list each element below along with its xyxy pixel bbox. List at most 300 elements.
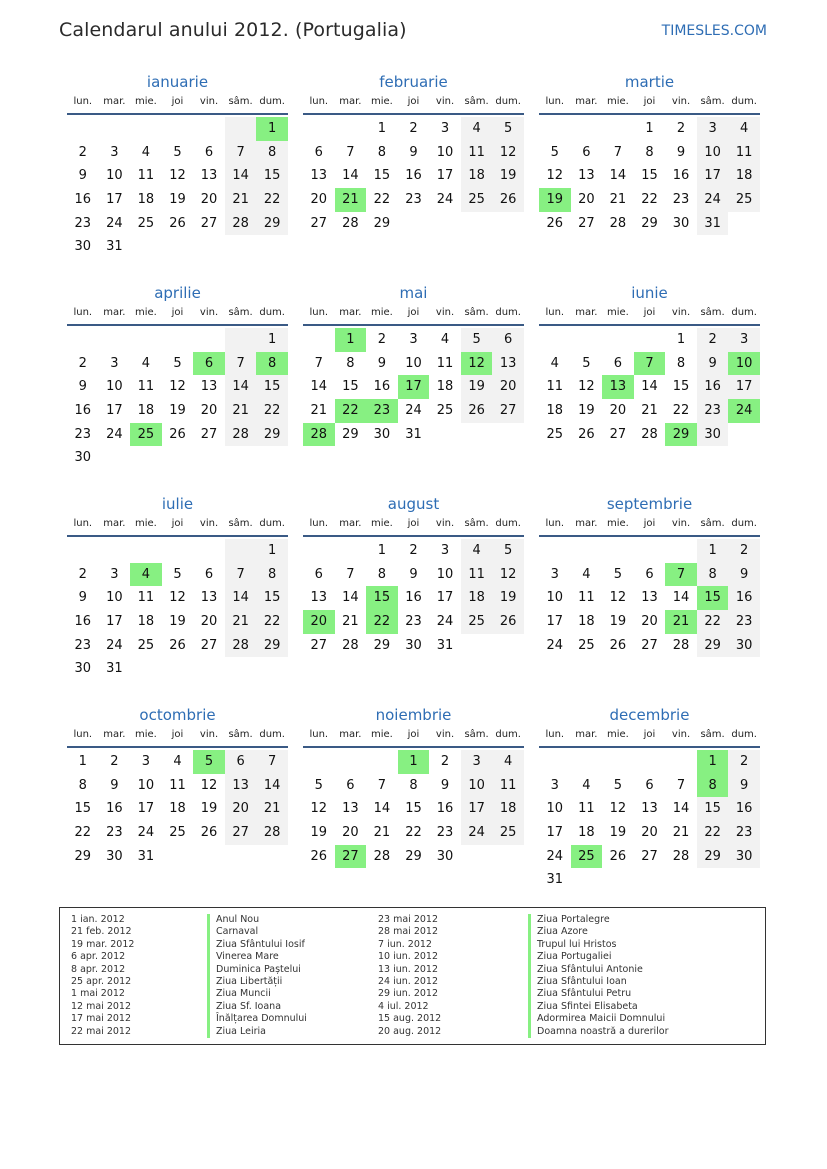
weekday-label: mie.: [606, 96, 629, 107]
day-cell: 12: [169, 590, 186, 606]
day-cell: 20: [609, 403, 627, 419]
week-row: [303, 563, 524, 587]
holiday-day-cell: 1: [697, 750, 729, 774]
day-cell: 24: [546, 848, 564, 864]
day-cell: 28: [342, 637, 359, 653]
site-link[interactable]: TIMESLES.COM: [661, 23, 767, 39]
day-cell: 4: [492, 750, 524, 774]
day-cell: 16: [697, 375, 729, 399]
day-cell: 24: [137, 825, 155, 841]
empty-cell: [634, 868, 666, 892]
day-cell: 6: [346, 777, 355, 793]
day-cell: 11: [137, 379, 155, 395]
day-cell: 22: [256, 188, 288, 212]
day-cell: 23: [74, 215, 92, 231]
day-cell: 30: [436, 848, 454, 864]
day-cell: 12: [310, 801, 328, 817]
day-cell: 28: [609, 215, 627, 231]
month-iunie: [539, 282, 760, 446]
weekday-label: vin.: [435, 307, 455, 318]
day-cell: 15: [405, 801, 422, 817]
day-cell: 28: [672, 637, 690, 653]
week-row: [67, 423, 288, 447]
holiday-name: Duminica Paștelui: [207, 964, 307, 976]
day-cell: 10: [106, 590, 123, 606]
weekday-label: mie.: [134, 307, 157, 318]
week-row: [303, 399, 524, 423]
day-cell: 1: [256, 328, 288, 352]
day-cell: 28: [225, 212, 257, 236]
weekday-label: lun.: [73, 96, 93, 107]
day-cell: 28: [225, 634, 257, 658]
empty-cell: [429, 212, 461, 236]
weekday-label: vin.: [671, 307, 691, 318]
day-cell: 5: [492, 117, 524, 141]
empty-cell: [303, 750, 335, 774]
holiday-date: 28 mai 2012: [378, 926, 439, 938]
weekday-label: sâm.: [700, 96, 725, 107]
weekday-label: dum.: [259, 729, 285, 740]
day-cell: 21: [342, 614, 359, 630]
day-cell: 2: [409, 543, 418, 558]
day-cell: 14: [225, 375, 257, 399]
holiday-date: 12 mai 2012: [71, 1000, 132, 1012]
holiday-day-cell: 15: [366, 586, 398, 610]
day-cell: 18: [169, 801, 186, 817]
holiday-date: 29 iun. 2012: [378, 988, 439, 1000]
weekday-header: [303, 515, 524, 537]
day-cell: 16: [436, 801, 454, 817]
week-row: [67, 750, 288, 774]
weekday-label: lun.: [73, 518, 93, 529]
month-name: iunie: [631, 284, 668, 302]
day-cell: 30: [106, 848, 123, 864]
day-cell: 20: [200, 403, 218, 419]
empty-cell: [193, 539, 225, 563]
day-cell: 22: [697, 821, 729, 845]
day-cell: 10: [546, 590, 564, 606]
week-row: [67, 117, 288, 141]
week-row: [539, 634, 760, 658]
day-cell: 30: [373, 426, 391, 442]
day-cell: 16: [672, 168, 690, 184]
holiday-day-cell: 5: [193, 750, 225, 774]
weekday-label: dum.: [495, 96, 521, 107]
day-cell: 4: [582, 566, 591, 582]
day-cell: 7: [377, 777, 387, 793]
month-martie: [539, 71, 760, 235]
weekday-label: lun.: [309, 307, 329, 318]
day-cell: 3: [550, 777, 559, 793]
day-cell: 24: [106, 637, 123, 653]
empty-cell: [571, 750, 603, 774]
day-cell: 19: [609, 614, 627, 630]
week-row: [539, 563, 760, 587]
empty-cell: [571, 117, 603, 141]
week-row: [539, 375, 760, 399]
day-cell: 3: [110, 566, 119, 582]
week-row: [303, 117, 524, 141]
day-cell: 2: [78, 144, 87, 160]
weekday-label: sâm.: [228, 729, 253, 740]
weekday-label: lun.: [545, 729, 565, 740]
weekday-label: joi: [171, 96, 184, 107]
day-cell: 29: [405, 848, 422, 864]
weekday-label: joi: [171, 307, 184, 318]
weekday-label: mar.: [575, 96, 598, 107]
day-cell: 4: [173, 754, 182, 769]
month-noiembrie: [303, 704, 524, 868]
weekday-label: sâm.: [700, 307, 725, 318]
day-cell: 16: [405, 168, 422, 184]
day-cell: 3: [697, 117, 729, 141]
holiday-name: Ziua Sfântului Antonie: [528, 964, 668, 976]
day-cell: 9: [409, 144, 418, 160]
week-row: [67, 774, 288, 798]
day-cell: 23: [405, 192, 422, 208]
day-cell: 14: [342, 590, 359, 606]
empty-cell: [728, 868, 760, 892]
day-cell: 24: [461, 821, 493, 845]
day-cell: 2: [78, 566, 87, 582]
empty-cell: [492, 634, 524, 658]
day-cell: 24: [697, 188, 729, 212]
day-cell: 23: [405, 614, 422, 630]
day-cell: 4: [461, 117, 493, 141]
empty-cell: [602, 539, 634, 563]
day-cell: 29: [697, 845, 729, 869]
day-cell: 19: [461, 375, 493, 399]
day-cell: 17: [546, 825, 564, 841]
weekday-label: joi: [171, 518, 184, 529]
day-cell: 18: [436, 379, 454, 395]
weekday-label: mie.: [606, 307, 629, 318]
day-cell: 27: [310, 215, 328, 231]
week-row: [539, 774, 760, 798]
day-cell: 2: [377, 332, 387, 347]
day-cell: 25: [137, 637, 155, 653]
day-cell: 24: [106, 426, 123, 442]
empty-cell: [429, 423, 461, 447]
week-row: [67, 212, 288, 236]
weekday-label: mie.: [370, 307, 393, 318]
day-cell: 26: [461, 399, 493, 423]
day-cell: 28: [641, 426, 658, 442]
week-row: [303, 141, 524, 165]
day-cell: 11: [137, 168, 155, 184]
empty-cell: [366, 750, 398, 774]
day-cell: 14: [342, 168, 359, 184]
day-cell: 21: [609, 192, 627, 208]
holiday-day-cell: 4: [130, 563, 162, 587]
weekday-label: mie.: [370, 729, 393, 740]
day-cell: 19: [169, 614, 186, 630]
empty-cell: [665, 750, 697, 774]
weekday-label: mie.: [606, 729, 629, 740]
weekday-label: dum.: [731, 307, 757, 318]
empty-cell: [461, 423, 493, 447]
empty-cell: [67, 539, 99, 563]
day-cell: 27: [200, 426, 218, 442]
day-cell: 20: [200, 192, 218, 208]
day-cell: 7: [225, 141, 257, 165]
weekday-label: sâm.: [228, 307, 253, 318]
holiday-day-cell: 6: [193, 352, 225, 376]
holiday-name: Ziua Sfântului Petru: [528, 988, 668, 1000]
day-cell: 9: [78, 590, 87, 606]
weekday-label: sâm.: [228, 96, 253, 107]
day-cell: 2: [409, 121, 418, 136]
day-cell: 15: [256, 586, 288, 610]
weekday-label: dum.: [495, 729, 521, 740]
day-cell: 13: [641, 590, 658, 606]
empty-cell: [602, 117, 634, 141]
day-cell: 7: [256, 750, 288, 774]
day-cell: 22: [697, 610, 729, 634]
holiday-name: Ziua Sfântului Iosif: [207, 939, 307, 951]
page-title: Calendarul anului 2012. (Portugalia): [59, 19, 407, 41]
holiday-names-column: [528, 914, 668, 1038]
empty-cell: [130, 117, 162, 141]
empty-cell: [67, 117, 99, 141]
week-row: [303, 586, 524, 610]
day-cell: 15: [74, 801, 92, 817]
empty-cell: [193, 657, 225, 681]
day-cell: 12: [578, 379, 595, 395]
day-cell: 20: [492, 375, 524, 399]
day-cell: 12: [169, 379, 186, 395]
day-cell: 19: [169, 192, 186, 208]
day-cell: 15: [342, 379, 359, 395]
day-cell: 5: [173, 566, 182, 582]
month-name: aprilie: [154, 284, 201, 302]
day-cell: 4: [728, 117, 760, 141]
day-cell: 7: [346, 566, 355, 582]
holiday-day-cell: 8: [256, 352, 288, 376]
weekday-label: vin.: [435, 518, 455, 529]
day-cell: 30: [728, 845, 760, 869]
day-cell: 28: [256, 821, 288, 845]
month-februarie: [303, 71, 524, 235]
weekday-label: dum.: [259, 307, 285, 318]
day-cell: 2: [697, 328, 729, 352]
day-cell: 9: [377, 355, 387, 371]
weekday-header: [67, 726, 288, 748]
holiday-day-cell: 13: [602, 375, 634, 399]
day-cell: 13: [200, 379, 218, 395]
day-cell: 31: [106, 239, 123, 255]
holiday-name: Înălțarea Domnului: [207, 1013, 307, 1025]
empty-cell: [99, 539, 131, 563]
week-row: [539, 797, 760, 821]
holiday-date: 23 mai 2012: [378, 914, 439, 925]
holiday-name: Adormirea Maicii Domnului: [528, 1013, 668, 1025]
weekday-label: joi: [171, 729, 184, 740]
empty-cell: [492, 845, 524, 869]
holiday-day-cell: 22: [366, 610, 398, 634]
day-cell: 2: [440, 754, 450, 769]
week-row: [539, 845, 760, 869]
week-row: [539, 352, 760, 376]
weekday-label: lun.: [73, 307, 93, 318]
day-cell: 14: [609, 168, 627, 184]
day-cell: 12: [492, 141, 524, 165]
week-row: [539, 141, 760, 165]
day-cell: 30: [672, 215, 690, 231]
day-cell: 16: [405, 590, 422, 606]
empty-cell: [67, 328, 99, 352]
weekday-label: vin.: [671, 96, 691, 107]
day-cell: 26: [546, 215, 564, 231]
day-cell: 1: [78, 754, 87, 769]
day-cell: 25: [728, 188, 760, 212]
day-cell: 3: [461, 750, 493, 774]
day-cell: 17: [106, 192, 123, 208]
day-cell: 9: [78, 168, 87, 184]
day-cell: 26: [609, 848, 627, 864]
day-cell: 30: [697, 423, 729, 447]
week-row: [539, 586, 760, 610]
weekday-label: mar.: [339, 96, 362, 107]
holiday-date: 1 mai 2012: [71, 988, 125, 1000]
day-cell: 29: [697, 634, 729, 658]
day-cell: 2: [728, 539, 760, 563]
day-cell: 28: [225, 423, 257, 447]
day-cell: 20: [578, 192, 595, 208]
day-cell: 11: [169, 777, 186, 793]
day-cell: 18: [137, 192, 155, 208]
day-cell: 28: [342, 215, 359, 231]
empty-cell: [539, 750, 571, 774]
empty-cell: [602, 750, 634, 774]
day-cell: 9: [676, 144, 686, 160]
holiday-day-cell: 20: [303, 610, 335, 634]
day-cell: 26: [310, 848, 328, 864]
day-cell: 19: [200, 801, 218, 817]
day-cell: 16: [728, 797, 760, 821]
day-cell: 30: [405, 637, 422, 653]
week-row: [67, 399, 288, 423]
day-cell: 13: [310, 168, 328, 184]
weekday-label: sâm.: [464, 307, 489, 318]
day-cell: 2: [676, 121, 686, 136]
day-cell: 13: [200, 590, 218, 606]
holiday-names-column: [207, 914, 307, 1038]
day-cell: 27: [200, 215, 218, 231]
empty-cell: [130, 539, 162, 563]
weekday-header: [303, 726, 524, 748]
day-cell: 22: [672, 403, 690, 419]
day-cell: 3: [440, 121, 450, 136]
day-cell: 26: [609, 637, 627, 653]
empty-cell: [162, 539, 194, 563]
day-cell: 1: [645, 121, 654, 136]
day-cell: 25: [546, 426, 564, 442]
empty-cell: [256, 657, 288, 681]
weekday-label: lun.: [309, 729, 329, 740]
week-row: [303, 634, 524, 658]
day-cell: 27: [492, 399, 524, 423]
empty-cell: [256, 446, 288, 470]
day-cell: 11: [492, 774, 524, 798]
holiday-day-cell: 1: [398, 750, 430, 774]
day-cell: 1: [697, 539, 729, 563]
week-row: [67, 328, 288, 352]
empty-cell: [697, 868, 729, 892]
empty-cell: [162, 446, 194, 470]
weekday-label: joi: [407, 96, 420, 107]
day-cell: 27: [609, 426, 627, 442]
day-cell: 21: [225, 188, 257, 212]
day-cell: 13: [342, 801, 359, 817]
day-cell: 5: [173, 144, 182, 160]
day-cell: 26: [578, 426, 595, 442]
day-cell: 10: [436, 566, 454, 582]
week-row: [539, 423, 760, 447]
day-cell: 22: [74, 825, 92, 841]
day-cell: 3: [110, 144, 119, 160]
day-cell: 8: [256, 563, 288, 587]
day-cell: 13: [578, 168, 595, 184]
weekday-label: mie.: [134, 96, 157, 107]
empty-cell: [162, 328, 194, 352]
day-cell: 17: [546, 614, 564, 630]
week-row: [67, 446, 288, 470]
weekday-label: sâm.: [228, 518, 253, 529]
holiday-name: Ziua Portalegre: [528, 914, 668, 926]
empty-cell: [492, 423, 524, 447]
weekday-label: lun.: [309, 518, 329, 529]
day-cell: 14: [310, 379, 328, 395]
day-cell: 29: [342, 426, 359, 442]
empty-cell: [398, 212, 430, 236]
holiday-day-cell: 28: [303, 423, 335, 447]
month-name: iulie: [161, 495, 194, 513]
week-row: [303, 212, 524, 236]
day-cell: 15: [672, 379, 690, 395]
day-cell: 25: [169, 825, 186, 841]
day-cell: 11: [461, 563, 493, 587]
weekday-label: dum.: [259, 96, 285, 107]
week-row: [539, 188, 760, 212]
day-cell: 4: [440, 332, 450, 347]
week-row: [303, 845, 524, 869]
day-cell: 26: [169, 637, 186, 653]
holiday-date: 8 apr. 2012: [71, 963, 126, 975]
week-row: [303, 352, 524, 376]
holiday-date: 6 apr. 2012: [71, 951, 126, 963]
day-cell: 8: [676, 355, 686, 371]
weekday-label: sâm.: [700, 518, 725, 529]
holiday-date: 17 mai 2012: [71, 1013, 132, 1025]
day-cell: 4: [141, 355, 151, 371]
holiday-date: 15 aug. 2012: [378, 1013, 442, 1025]
day-cell: 18: [492, 797, 524, 821]
day-cell: 19: [169, 403, 186, 419]
day-cell: 12: [200, 777, 218, 793]
weekday-label: dum.: [731, 518, 757, 529]
empty-cell: [539, 539, 571, 563]
day-cell: 14: [225, 586, 257, 610]
day-cell: 9: [697, 352, 729, 376]
month-name: februarie: [379, 73, 448, 91]
weekday-header: [67, 304, 288, 326]
weekday-header: [67, 93, 288, 115]
weekday-label: mar.: [575, 729, 598, 740]
day-cell: 24: [106, 215, 123, 231]
day-cell: 26: [200, 825, 218, 841]
day-cell: 6: [492, 328, 524, 352]
